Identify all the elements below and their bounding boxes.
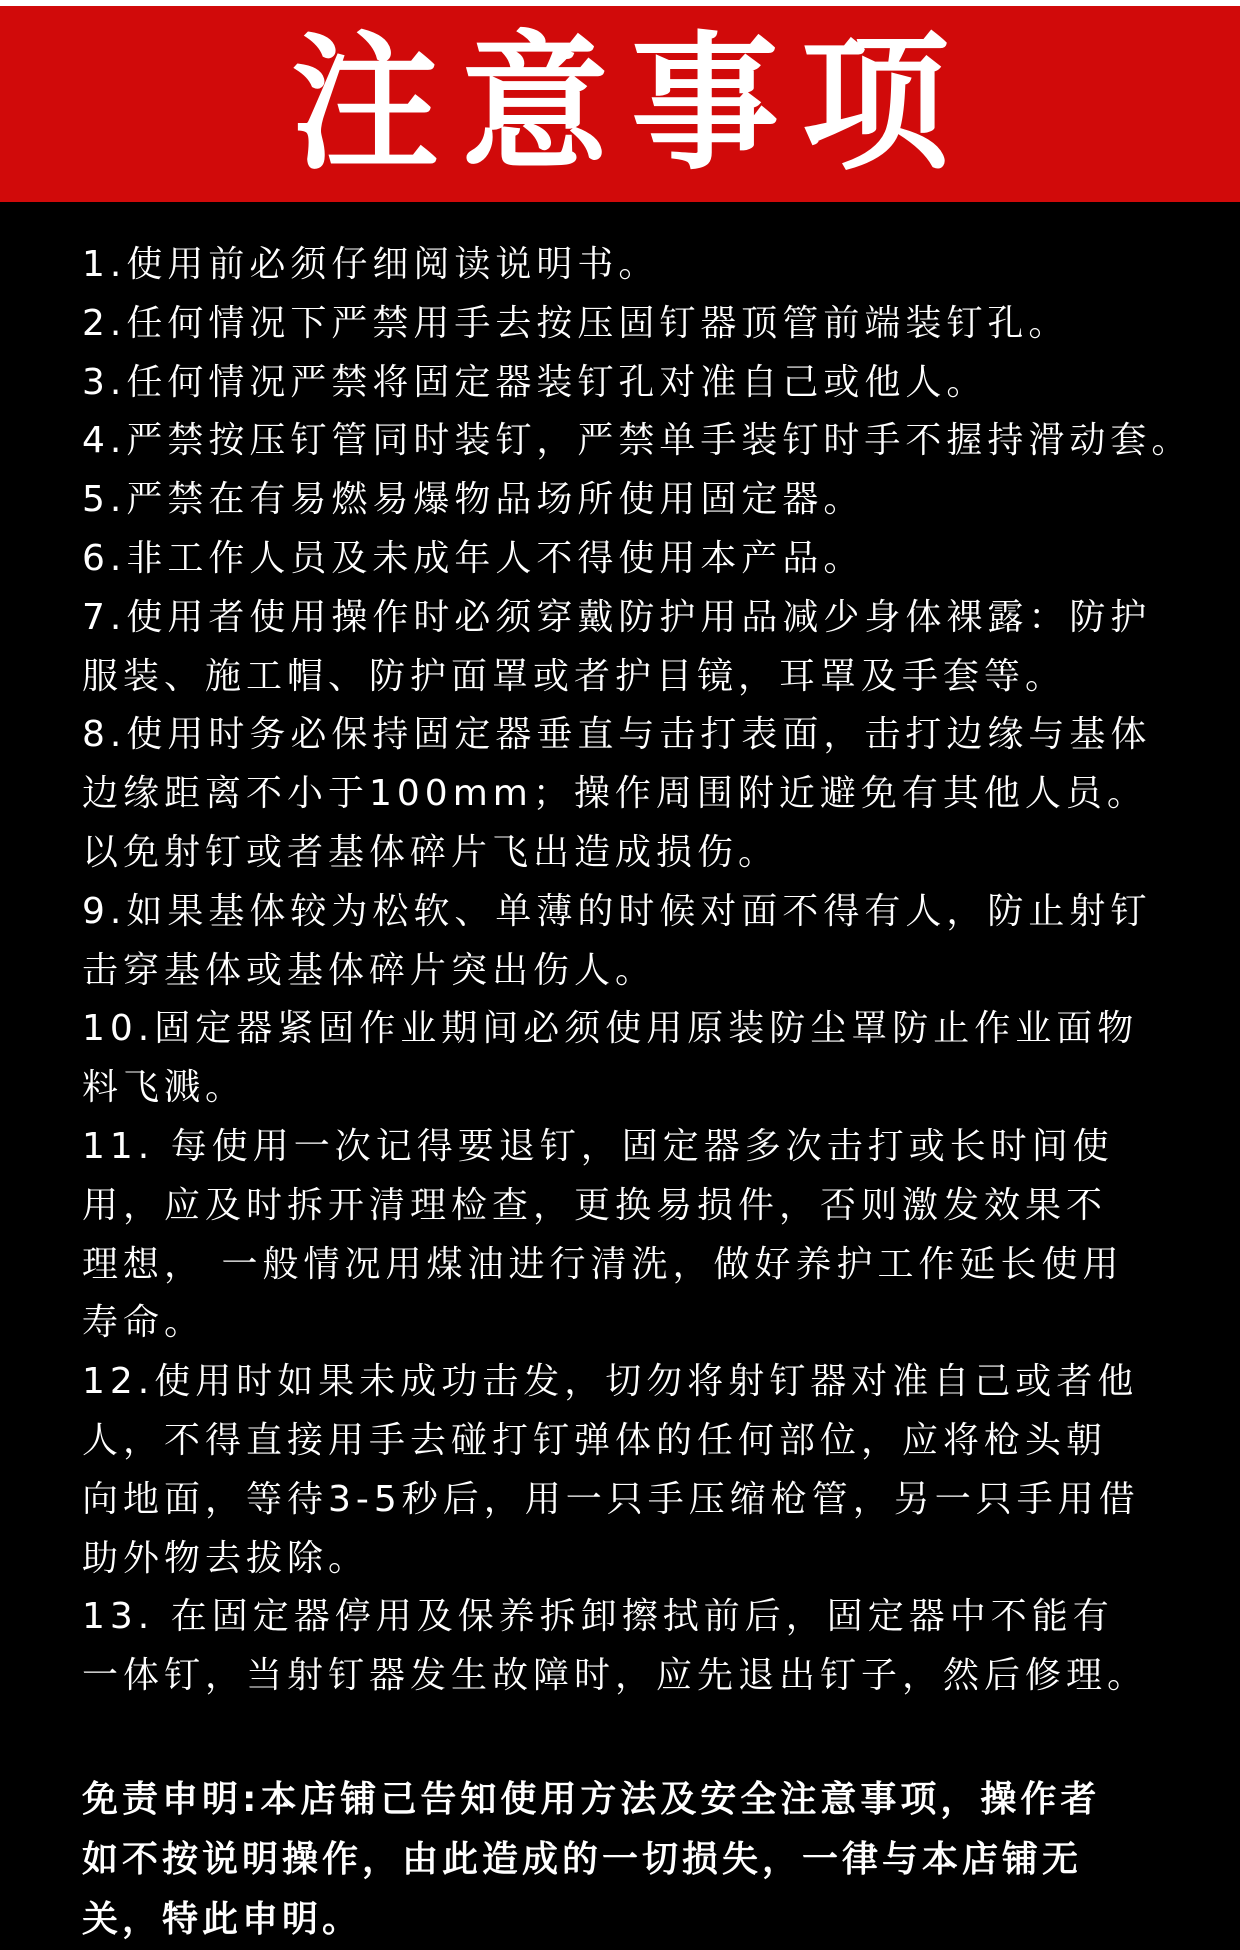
notice-line-17: 用，应及时拆开清理检查，更换易损件，否则激发效果不 <box>82 1184 1108 1226</box>
notice-line-3: 3.任何情况严禁将固定器装钉孔对准自己或他人。 <box>82 361 988 403</box>
notice-line-1: 1.使用前必须仔细阅读说明书。 <box>82 244 660 285</box>
notice-line-14: 10.固定器紧固作业期间必须使用原装防尘罩防止作业面物 <box>82 1008 1139 1050</box>
notice-line-25: 一体钉，当射钉器发生故障时，应先退出钉子，然后修理。 <box>82 1655 1149 1697</box>
notice-line-9: 8.使用时务必保持固定器垂直与击打表面，击打边缘与基体 <box>82 714 1152 756</box>
notice-line-24: 13. 在固定器停用及保养拆卸擦拭前后，固定器中不能有 <box>82 1596 1114 1638</box>
notice-line-4: 4.严禁按压钉管同时装钉，严禁单手装钉时手不握持滑动套。 <box>82 420 1193 462</box>
disclaimer-line-1: 免责申明:本店铺己告知使用方法及安全注意事项，操作者 <box>82 1779 1101 1820</box>
disclaimer-line-2: 如不按说明操作，由此造成的一切损失，一律与本店铺无 <box>82 1839 1083 1880</box>
notice-line-7: 7.使用者使用操作时必须穿戴防护用品减少身体裸露：防护 <box>82 596 1152 638</box>
notice-line-2: 2.任何情况下严禁用手去按压固钉器顶管前端装钉孔。 <box>82 302 1070 344</box>
page-title: 注意事项 <box>291 18 971 190</box>
notice-line-23: 助外物去拔除。 <box>82 1537 370 1579</box>
notice-line-10: 边缘距离不小于100mm；操作周围附近避免有其他人员。 <box>82 773 1148 815</box>
notice-line-5: 5.严禁在有易燃易爆物品场所使用固定器。 <box>82 479 865 521</box>
notice-line-12: 9.如果基体较为松软、单薄的时候对面不得有人，防止射钉 <box>82 890 1152 932</box>
notice-line-22: 向地面，等待3-5秒后，用一只手压缩枪管，另一只手用借 <box>82 1478 1140 1520</box>
notice-list <box>82 236 1232 1706</box>
notice-line-19: 寿命。 <box>82 1302 206 1344</box>
notice-line-21: 人，不得直接用手去碰打钉弹体的任何部位，应将枪头朝 <box>82 1419 1108 1461</box>
disclaimer-block <box>82 1770 1232 1950</box>
notice-line-8: 服装、施工帽、防护面罩或者护目镜，耳罩及手套等。 <box>82 655 1067 697</box>
notice-line-16: 11. 每使用一次记得要退钉，固定器多次击打或长时间使 <box>82 1125 1114 1167</box>
notice-line-13: 击穿基体或基体碎片突出伤人。 <box>82 949 657 991</box>
notice-line-20: 12.使用时如果未成功击发，切勿将射钉器对准自己或者他 <box>82 1361 1139 1403</box>
notice-line-11: 以免射钉或者基体碎片飞出造成损伤。 <box>82 831 780 873</box>
disclaimer-line-3: 关，特此申明。 <box>82 1899 363 1940</box>
notice-line-18: 理想， 一般情况用煤油进行清洗，做好养护工作延长使用 <box>82 1243 1124 1285</box>
notice-line-6: 6.非工作人员及未成年人不得使用本产品。 <box>82 537 865 579</box>
header-banner <box>0 6 1240 202</box>
notice-line-15: 料飞溅。 <box>82 1067 247 1109</box>
